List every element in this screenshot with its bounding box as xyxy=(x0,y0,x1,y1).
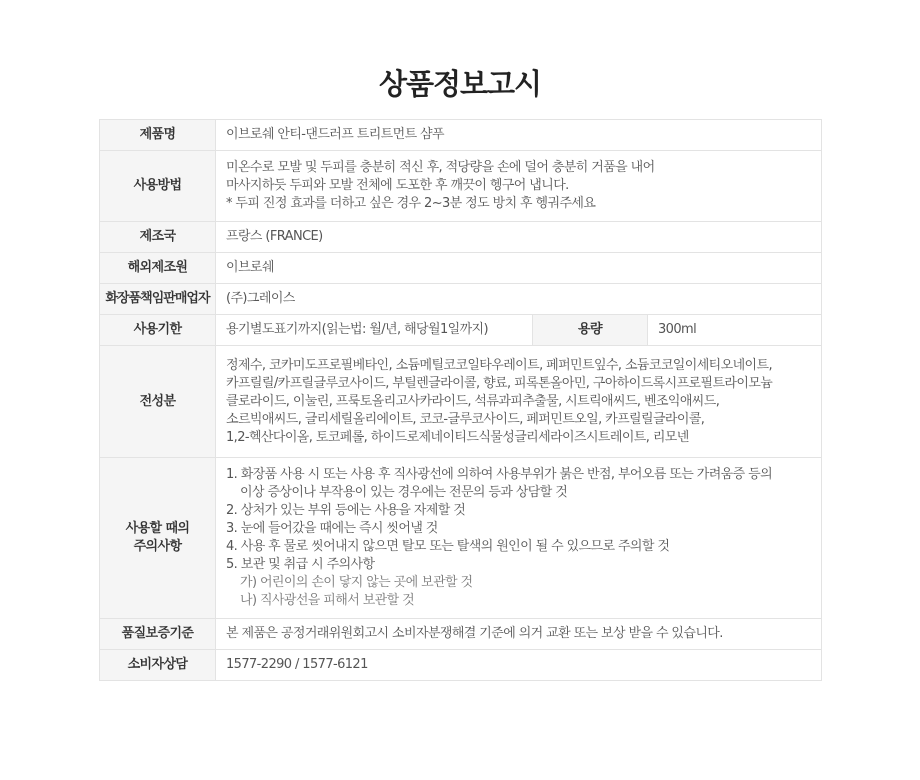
value-expiry: 용기별도표기까지(읽는법: 월/년, 해당월1일까지) xyxy=(216,315,533,346)
value-usage xyxy=(216,151,822,222)
ingredients-line: 클로라이드, 이눌린, 프룩토올리고사카라이드, 석류과피추출물, 시트릭애씨드, 벤조익애씨드, xyxy=(226,393,720,409)
label-expiry: 사용기한 xyxy=(100,315,216,346)
row-ingredients xyxy=(100,346,822,458)
row-product-name xyxy=(100,120,822,151)
page-title: 상품정보고시 xyxy=(378,67,542,101)
value-volume: 300ml xyxy=(648,315,822,346)
value-manufacturer: 이브로쉐 xyxy=(216,253,822,284)
label-product-name: 제품명 xyxy=(100,120,216,151)
value-ingredients xyxy=(216,346,822,458)
usage-line: 마사지하듯 두피와 모발 전체에 도포한 후 깨끗이 헹구어 냅니다. xyxy=(226,178,569,193)
value-product-name: 이브로쉐 안티-댄드러프 트리트먼트 샴푸 xyxy=(216,120,822,151)
value-cautions xyxy=(216,458,822,619)
value-support: 1577-2290 / 1577-6121 xyxy=(216,650,822,681)
caution-subitem: 나) 직사광선을 피해서 보관할 것 xyxy=(240,593,415,608)
label-cautions xyxy=(100,458,216,619)
row-quality xyxy=(100,619,822,650)
label-volume: 용량 xyxy=(533,315,648,346)
label-support: 소비자상담 xyxy=(100,650,216,681)
ingredients-line: 소르빅애씨드, 글리세릴올리에이트, 코코-글루코사이드, 페퍼민트오일, 카프릴릴글라이콜, xyxy=(226,411,705,427)
caution-item: 3. 눈에 들어갔을 때에는 즉시 씻어낼 것 xyxy=(226,521,438,536)
ingredients-line: 카프릴릴/카프릴글루코사이드, 부틸렌글라이콜, 향료, 피록톤올아민, 구아하이드록시프로필트라이모늄 xyxy=(226,375,773,391)
row-cautions xyxy=(100,458,822,619)
value-quality: 본 제품은 공정거래위원회고시 소비자분쟁해결 기준에 의거 교환 또는 보상 받을 수 있습니다. xyxy=(216,619,822,650)
value-distributor: (주)그레이스 xyxy=(216,284,822,315)
product-info-table xyxy=(99,119,822,681)
row-support xyxy=(100,650,822,681)
caution-item-continued: 이상 증상이나 부작용이 있는 경우에는 전문의 등과 상담할 것 xyxy=(240,485,568,500)
ingredients-line: 정제수, 코카미도프로필베타인, 소듐메틸코코일타우레이트, 페퍼민트잎수, 소듐코코일이세티오네이트, xyxy=(226,357,772,373)
label-quality: 품질보증기준 xyxy=(100,619,216,650)
label-ingredients: 전성분 xyxy=(100,346,216,458)
caution-item: 1. 화장품 사용 시 또는 사용 후 직사광선에 의하여 사용부위가 붉은 반점, 부어오름 또는 가려움증 등의 xyxy=(226,467,773,482)
ingredients-line: 1,2-헥산다이올, 토코페롤, 하이드로제네이티드식물성글리세라이즈시트레이트, 리모넨 xyxy=(226,429,689,445)
caution-subitem: 가) 어린이의 손이 닿지 않는 곳에 보관할 것 xyxy=(240,575,473,590)
cautions-label-line: 주의사항 xyxy=(133,539,182,554)
usage-line: * 두피 진정 효과를 더하고 싶은 경우 2~3분 정도 방치 후 헹궈주세요 xyxy=(226,196,596,211)
value-country: 프랑스 (FRANCE) xyxy=(216,222,822,253)
label-distributor: 화장품책임판매업자 xyxy=(100,284,216,315)
row-usage xyxy=(100,151,822,222)
label-manufacturer: 해외제조원 xyxy=(100,253,216,284)
label-country: 제조국 xyxy=(100,222,216,253)
cautions-label-line: 사용할 때의 xyxy=(125,521,190,536)
caution-item: 5. 보관 및 취급 시 주의사항 xyxy=(226,557,375,572)
usage-line: 미온수로 모발 및 두피를 충분히 적신 후, 적당량을 손에 덜어 충분히 거품을 내어 xyxy=(226,160,655,175)
caution-item: 4. 사용 후 물로 씻어내지 않으면 탈모 또는 탈색의 원인이 될 수 있으므로 주의할 것 xyxy=(226,539,670,554)
row-manufacturer xyxy=(100,253,822,284)
row-country xyxy=(100,222,822,253)
row-expiry-volume xyxy=(100,315,822,346)
row-distributor xyxy=(100,284,822,315)
caution-item: 2. 상처가 있는 부위 등에는 사용을 자제할 것 xyxy=(226,503,466,518)
label-usage: 사용방법 xyxy=(100,151,216,222)
